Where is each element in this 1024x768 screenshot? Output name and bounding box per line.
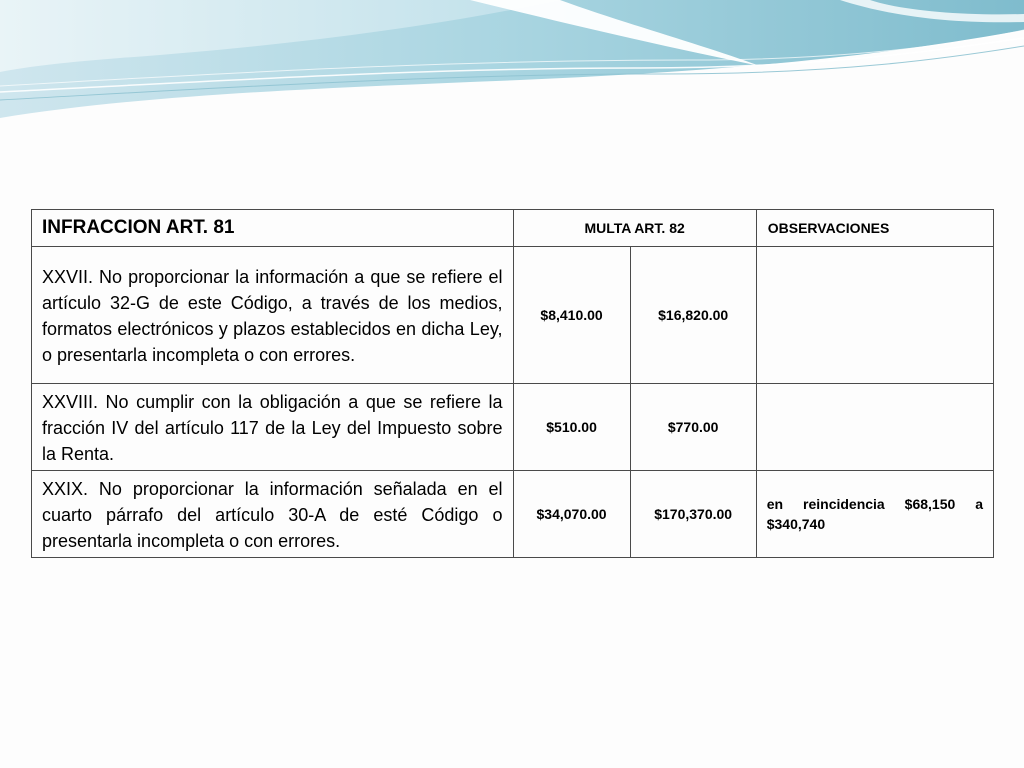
multa-max-cell: $16,820.00	[630, 247, 756, 384]
observaciones-cell	[756, 384, 993, 471]
header-multa: MULTA ART. 82	[513, 210, 756, 247]
decorative-wave-banner	[0, 0, 1024, 130]
header-infraccion: INFRACCION ART. 81	[32, 210, 514, 247]
multa-max-cell: $770.00	[630, 384, 756, 471]
multa-max-cell: $170,370.00	[630, 471, 756, 558]
table-row	[32, 247, 994, 384]
infraccion-cell: XXVIII. No cumplir con la obligación a que se refiere la fracción IV del artículo 117 de la Ley del Impuesto sobre la Renta.	[32, 384, 514, 471]
multa-min-cell: $34,070.00	[513, 471, 630, 558]
infraccion-cell: XXVII. No proporcionar la información a que se refiere el artículo 32-G de este Código, a través de los medios, formatos electrónicos y plazos establecidos en dicha Ley, o presentarla incompleta o con errores.	[32, 247, 514, 384]
multa-min-cell: $8,410.00	[513, 247, 630, 384]
table-row	[32, 471, 994, 558]
observaciones-cell	[756, 247, 993, 384]
table-header-row	[32, 210, 994, 247]
observaciones-cell: en reincidencia $68,150 a $340,740	[756, 471, 993, 558]
table-row	[32, 384, 994, 471]
fines-table	[31, 209, 994, 558]
infraccion-cell: XXIX. No proporcionar la información señalada en el cuarto párrafo del artículo 30-A de esté Código o presentarla incompleta o con errores.	[32, 471, 514, 558]
multa-min-cell: $510.00	[513, 384, 630, 471]
header-observaciones: OBSERVACIONES	[756, 210, 993, 247]
